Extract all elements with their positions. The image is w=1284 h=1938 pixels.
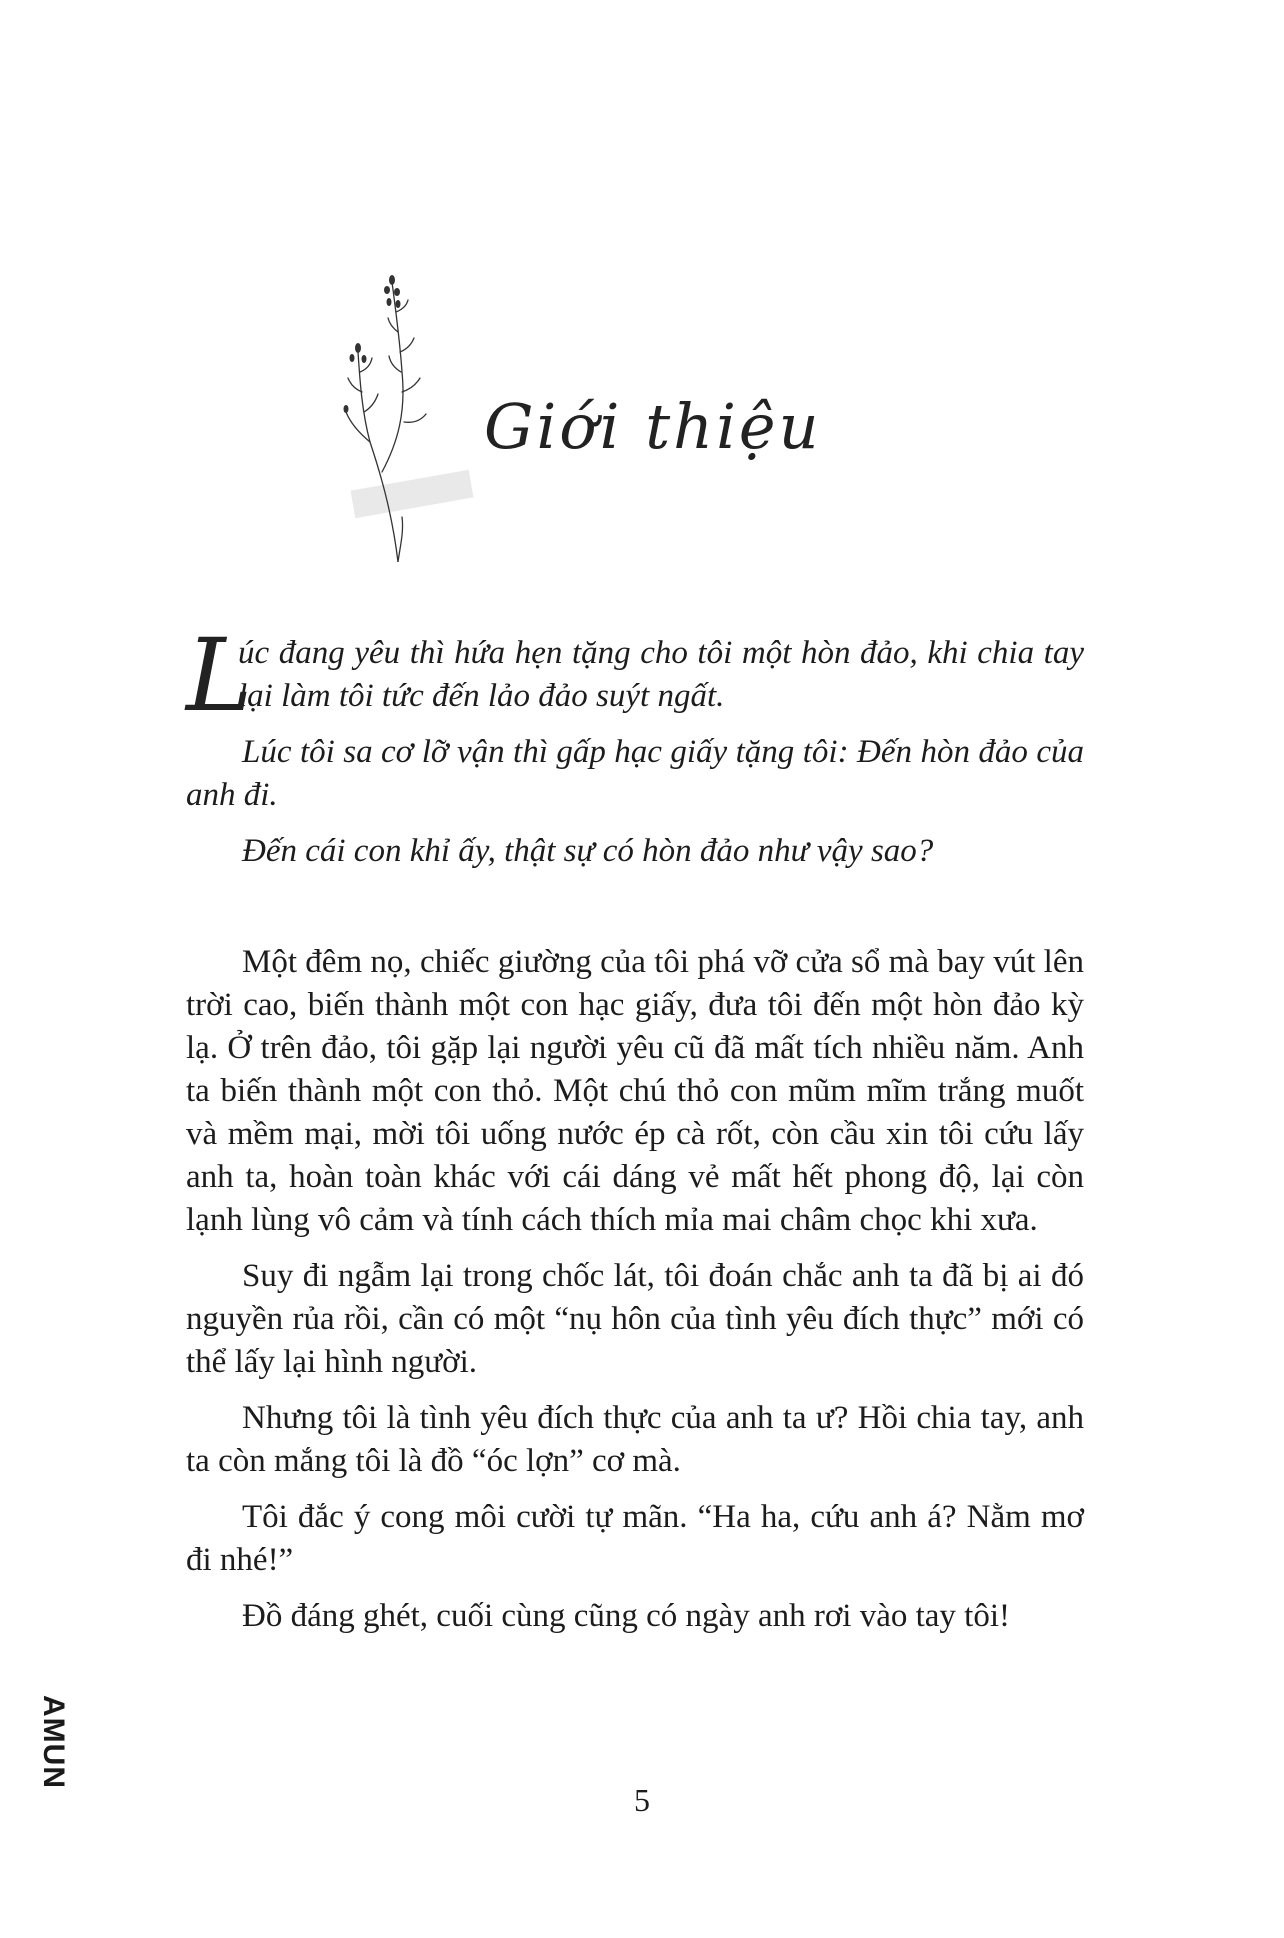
story-paragraph: Nhưng tôi là tình yêu đích thực của anh ta ư? Hồi chia tay, anh ta còn mắng tôi là đồ “óc lợn” cơ mà. bbox=[186, 1400, 1084, 1479]
drop-cap: L bbox=[186, 617, 253, 734]
story-paragraph: Đồ đáng ghét, cuối cùng cũng có ngày anh rơi vào tay tôi! bbox=[242, 1598, 1010, 1634]
intro-paragraph bbox=[186, 617, 1084, 734]
intro-section bbox=[186, 617, 1084, 886]
intro-first-paragraph-text: úc đang yêu thì hứa hẹn tặng cho tôi một hòn đảo, khi chia tay lại làm tôi tức đến lảo đảo suýt ngất. bbox=[238, 635, 1084, 714]
intro-paragraph: Lúc tôi sa cơ lỡ vận thì gấp hạc giấy tặng tôi: Đến hòn đảo của anh đi. bbox=[186, 734, 1084, 813]
chapter-title: Giới thiệu bbox=[484, 390, 822, 463]
story-paragraph: Suy đi ngẫm lại trong chốc lát, tôi đoán chắc anh ta đã bị ai đó nguyền rủa rồi, cần có một “nụ hôn của tình yêu đích thực” mới có thể lấy lại hình người. bbox=[186, 1258, 1084, 1380]
intro-paragraph: Đến cái con khỉ ấy, thật sự có hòn đảo như vậy sao? bbox=[242, 833, 934, 869]
publisher-logo: AMUN bbox=[37, 1695, 70, 1789]
story-paragraph: Tôi đắc ý cong môi cười tự mãn. “Ha ha, cứu anh á? Nằm mơ đi nhé!” bbox=[186, 1499, 1084, 1578]
story-paragraph: Một đêm nọ, chiếc giường của tôi phá vỡ cửa sổ mà bay vút lên trời cao, biến thành một con hạc giấy, đưa tôi đến một hòn đảo kỳ lạ. Ở trên đảo, tôi gặp lại người yêu cũ đã mất tích nhiều năm. Anh ta biến thành một con thỏ. Một chú thỏ con mũm mĩm trắng muốt và mềm mại, mời tôi uống nước ép cà rốt, còn cầu xin tôi cứu lấy anh ta, hoàn toàn khác với cái dáng vẻ mất hết phong độ, lại còn lạnh lùng vô cảm và tính cách thích mỉa mai châm chọc khi xưa. bbox=[186, 944, 1084, 1238]
story-section bbox=[186, 941, 1084, 1651]
lavender-sprig-icon bbox=[340, 262, 480, 562]
page-number: 5 bbox=[634, 1782, 650, 1818]
